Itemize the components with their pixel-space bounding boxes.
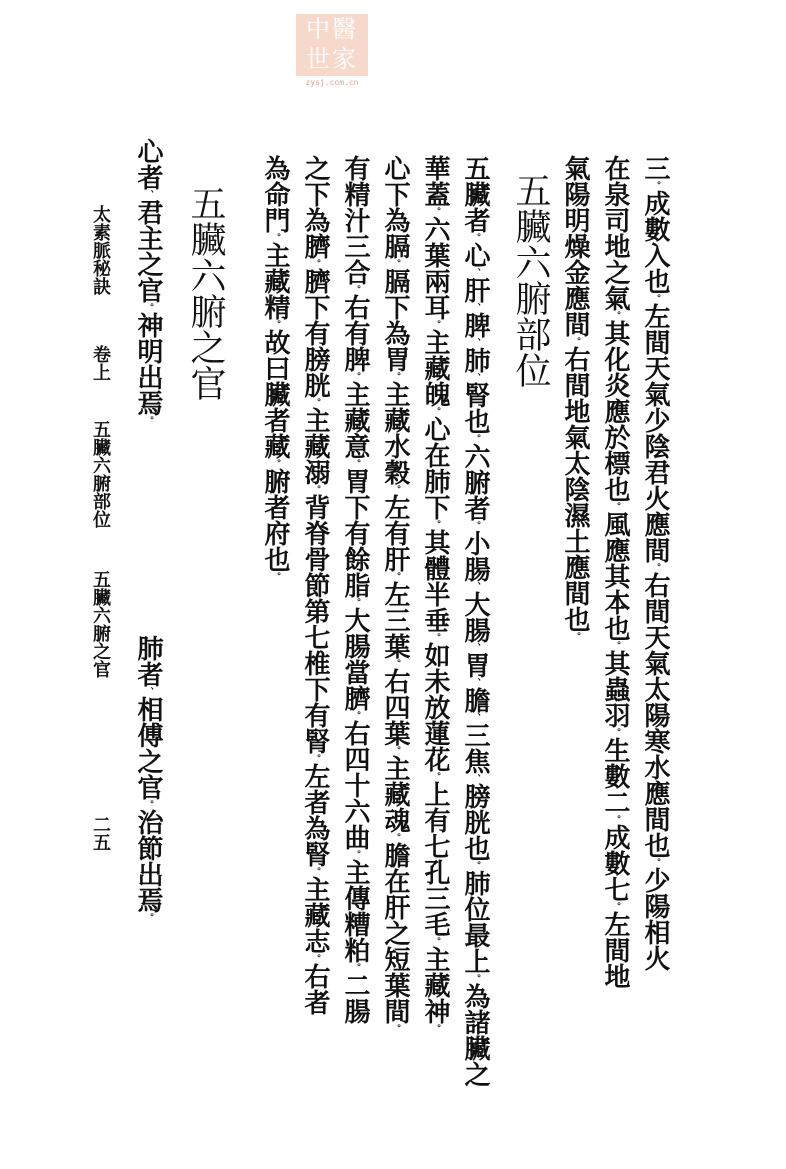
punctuation-mark: 。 [650,294,660,303]
punctuation-mark: 。 [570,632,580,641]
punctuation-mark: 。 [610,728,620,737]
punctuation-mark: 。 [143,303,153,312]
punctuation-mark: 。 [430,520,440,529]
punctuation-mark: 。 [610,902,620,911]
punctuation-mark: 。 [390,746,400,755]
punctuation-mark: 。 [310,398,320,407]
punctuation-mark: 。 [470,974,480,983]
punctuation-mark: 。 [350,598,360,607]
punctuation-mark: 。 [430,937,440,946]
watermark-logo-mark: 中醫 世家 [296,14,368,76]
punctuation-mark: 、 [470,713,480,722]
punctuation-mark: 。 [470,233,480,242]
punctuation-mark: 。 [270,459,280,468]
punctuation-mark: 。 [143,416,153,425]
punctuation-mark: 、 [470,643,480,652]
punctuation-mark: 。 [390,372,400,381]
punctuation-mark: 。 [350,285,360,294]
punctuation-mark: 。 [390,572,400,581]
punctuation-mark: 、 [470,338,480,347]
text-column: 心下為膈。膈下為胃。主藏水穀。左有肝。左三葉。右四葉。主藏魂。膽在肝之短葉間。 [380,155,410,1033]
punctuation-mark: 。 [610,641,620,650]
punctuation-mark: 。 [650,563,660,572]
punctuation-mark: 。 [390,833,400,842]
punctuation-mark: 。 [430,207,440,216]
punctuation-mark: 、 [470,678,480,687]
punctuation-mark: 。 [270,320,280,329]
punctuation-mark: 。 [310,867,320,876]
watermark-logo [296,14,368,92]
section-heading: 五臟六腑部位 [510,172,551,388]
punctuation-mark: 。 [270,572,280,581]
punctuation-mark: 。 [143,800,153,809]
footer-volume: 卷上 [90,345,111,381]
punctuation-mark: 。 [143,913,153,922]
punctuation-mark: 。 [470,521,480,530]
footer-section: 五臟六腑部位 [90,420,111,528]
punctuation-mark: 。 [350,711,360,720]
text-column: 有精汁三合。右有脾。主藏意。胃下有餘脂。大腸當臍。右四十六曲。主傳糟粕。二腸 [340,155,370,1024]
punctuation-mark: 。 [470,861,480,870]
punctuation-mark: 、 [470,373,480,382]
text-column: 華蓋。六葉兩耳。主藏魄。心在肺下。其體半垂。如未放蓮花。上有七孔三毛。主藏神。 [420,155,450,1033]
punctuation-mark: 。 [650,858,660,867]
punctuation-mark: 、 [470,582,480,591]
page-number: 二五 [90,815,111,851]
punctuation-mark: 。 [430,772,440,781]
punctuation-mark: 、 [470,303,480,312]
punctuation-mark: 。 [430,320,440,329]
punctuation-mark: 。 [350,372,360,381]
punctuation-mark: 。 [610,311,620,320]
text-column: 五臟者。心、肝、脾、肺、腎也。六腑者。小腸、大腸、胃、膽、三焦、膀胱也。肺位最上。為諸臟之 [460,155,490,1087]
punctuation-mark: 、 [143,190,153,199]
punctuation-mark: 。 [390,259,400,268]
text-column: 氣陽明燥金應間。右間地氣太陰濕土應間也。 [560,155,590,641]
punctuation-mark: 、 [143,687,153,696]
punctuation-mark: 。 [350,850,360,859]
punctuation-mark: 。 [390,1024,400,1033]
punctuation-mark: 。 [430,633,440,642]
punctuation-mark: 。 [310,259,320,268]
text-column: 肺者、相傅之官。治節出焉。 [133,635,163,922]
section-heading: 五臟六腑之官 [185,185,226,401]
footer-book-title: 太素脈秘訣 [90,205,111,295]
punctuation-mark: 。 [570,337,580,346]
punctuation-mark: 、 [470,268,480,277]
punctuation-mark: 。 [310,485,320,494]
text-column: 在泉司地之氣。其化炎應於標也。風應其本也。其蟲羽。生數二。成數七。左間地 [600,155,630,989]
punctuation-mark: 。 [610,502,620,511]
text-column: 為命門。主藏精。故曰臟者藏。腑者府也。 [260,155,290,581]
punctuation-mark: 。 [350,963,360,972]
text-column: 心者、君主之官。神明出焉。 [133,138,163,425]
punctuation-mark: 。 [610,815,620,824]
punctuation-mark: 。 [470,434,480,443]
punctuation-mark: 。 [310,754,320,763]
punctuation-mark: 。 [310,954,320,963]
punctuation-mark: 。 [390,659,400,668]
punctuation-mark: 。 [430,1024,440,1033]
footer-section: 五臟六腑之官 [90,570,111,678]
punctuation-mark: 。 [390,485,400,494]
text-column: 之下為臍。臍下有膀胱。主藏溺。背脊骨節第七椎下有腎。左者為腎。主藏志。右者 [300,155,330,1015]
text-column: 三。成數入也。左間天氣少陰君火應間。右間天氣太陽寒水應間也。少陽相火 [640,155,670,971]
watermark-url: zysj.com.cn [305,78,359,87]
punctuation-mark: 。 [350,459,360,468]
punctuation-mark: 。 [430,407,440,416]
punctuation-mark: 、 [470,774,480,783]
punctuation-mark: 。 [270,233,280,242]
punctuation-mark: 。 [650,181,660,190]
